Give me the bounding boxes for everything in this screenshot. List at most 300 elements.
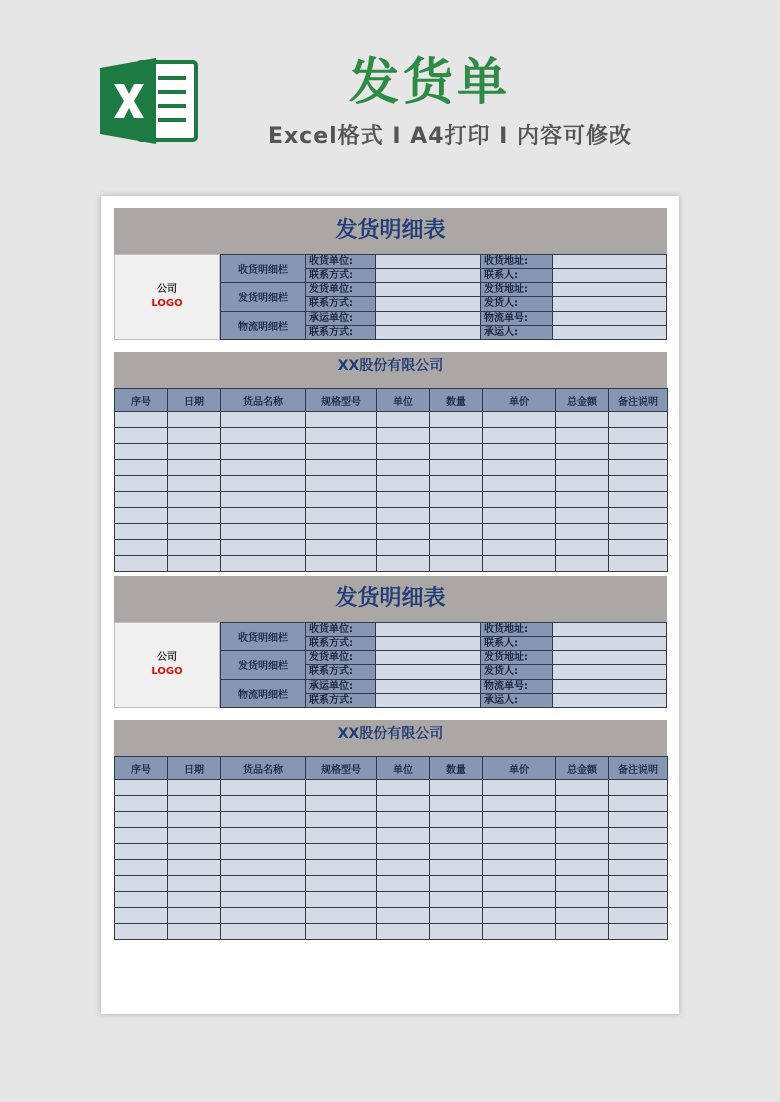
section-logistics: 物流明细栏 xyxy=(220,312,306,340)
info-label: 收货单位: xyxy=(306,622,376,637)
table-cell[interactable] xyxy=(168,860,221,876)
table-cell[interactable] xyxy=(168,508,221,524)
info-value-cell[interactable] xyxy=(376,312,481,326)
table-cell[interactable] xyxy=(483,556,556,572)
table-cell[interactable] xyxy=(483,444,556,460)
column-header: 规格型号 xyxy=(306,757,377,780)
table-cell[interactable] xyxy=(306,796,377,812)
table-cell[interactable] xyxy=(430,924,483,940)
table-cell[interactable] xyxy=(377,908,430,924)
table-cell[interactable] xyxy=(168,796,221,812)
table-cell[interactable] xyxy=(483,780,556,796)
table-cell[interactable] xyxy=(556,892,609,908)
table-cell[interactable] xyxy=(306,460,377,476)
table-cell[interactable] xyxy=(306,540,377,556)
table-row xyxy=(115,524,668,540)
table-cell[interactable] xyxy=(430,428,483,444)
info-value-cell[interactable] xyxy=(553,665,667,679)
table-row xyxy=(115,780,668,796)
table-cell[interactable] xyxy=(221,860,306,876)
info-value-cell[interactable] xyxy=(553,254,667,269)
section-receive: 收货明细栏 xyxy=(220,254,306,283)
table-cell[interactable] xyxy=(609,892,668,908)
info-label: 发货地址: xyxy=(481,651,553,665)
column-header: 单价 xyxy=(483,757,556,780)
column-header: 单价 xyxy=(483,389,556,412)
table-cell[interactable] xyxy=(556,812,609,828)
table-cell[interactable] xyxy=(221,876,306,892)
table-cell[interactable] xyxy=(221,476,306,492)
table-cell[interactable] xyxy=(556,508,609,524)
table-cell[interactable] xyxy=(430,524,483,540)
table-row xyxy=(115,460,668,476)
table-cell[interactable] xyxy=(115,844,168,860)
spacer xyxy=(114,340,667,352)
table-cell[interactable] xyxy=(168,780,221,796)
table-row xyxy=(115,828,668,844)
table-cell[interactable] xyxy=(377,492,430,508)
info-value-cell[interactable] xyxy=(376,694,481,708)
table-cell[interactable] xyxy=(115,876,168,892)
table-cell[interactable] xyxy=(556,460,609,476)
table-cell[interactable] xyxy=(609,556,668,572)
table-cell[interactable] xyxy=(609,476,668,492)
table-cell[interactable] xyxy=(556,908,609,924)
table-cell[interactable] xyxy=(430,556,483,572)
info-label: 发货单位: xyxy=(306,283,376,297)
logo-text-logo: LOGO xyxy=(151,298,183,309)
items-table xyxy=(114,756,668,940)
table-cell[interactable] xyxy=(377,460,430,476)
form-title: 发货明细表 xyxy=(114,576,667,622)
table-cell[interactable] xyxy=(115,492,168,508)
table-cell[interactable] xyxy=(168,828,221,844)
info-row xyxy=(306,622,667,637)
table-cell[interactable] xyxy=(221,924,306,940)
table-cell[interactable] xyxy=(483,428,556,444)
table-cell[interactable] xyxy=(221,492,306,508)
table-cell[interactable] xyxy=(306,844,377,860)
table-cell[interactable] xyxy=(115,892,168,908)
column-header: 备注说明 xyxy=(609,757,668,780)
info-label: 联系人: xyxy=(481,637,553,651)
column-header: 日期 xyxy=(168,389,221,412)
table-cell[interactable] xyxy=(115,860,168,876)
table-cell[interactable] xyxy=(221,844,306,860)
section-labels xyxy=(220,622,306,708)
table-cell[interactable] xyxy=(556,492,609,508)
table-cell[interactable] xyxy=(168,428,221,444)
info-label: 联系方式: xyxy=(306,269,376,283)
table-cell[interactable] xyxy=(115,780,168,796)
info-value-cell[interactable] xyxy=(376,297,481,311)
table-cell[interactable] xyxy=(168,444,221,460)
info-row xyxy=(306,254,667,269)
table-cell[interactable] xyxy=(168,540,221,556)
table-cell[interactable] xyxy=(430,876,483,892)
table-cell[interactable] xyxy=(430,412,483,428)
company-logo-placeholder xyxy=(114,622,220,708)
shipping-form-2 xyxy=(114,576,667,940)
table-cell[interactable] xyxy=(306,860,377,876)
info-value-cell[interactable] xyxy=(553,651,667,665)
info-label: 承运人: xyxy=(481,326,553,340)
table-cell[interactable] xyxy=(609,924,668,940)
table-cell[interactable] xyxy=(483,860,556,876)
table-cell[interactable] xyxy=(377,876,430,892)
table-cell[interactable] xyxy=(556,860,609,876)
info-label: 收货地址: xyxy=(481,254,553,269)
table-cell[interactable] xyxy=(377,428,430,444)
table-cell[interactable] xyxy=(306,556,377,572)
table-cell[interactable] xyxy=(221,428,306,444)
table-cell[interactable] xyxy=(221,828,306,844)
info-label: 物流单号: xyxy=(481,680,553,694)
info-value-cell[interactable] xyxy=(376,269,481,283)
table-cell[interactable] xyxy=(377,796,430,812)
table-cell[interactable] xyxy=(430,444,483,460)
section-logistics: 物流明细栏 xyxy=(220,680,306,708)
table-cell[interactable] xyxy=(609,796,668,812)
table-cell[interactable] xyxy=(115,524,168,540)
table-row xyxy=(115,844,668,860)
info-value-cell[interactable] xyxy=(553,312,667,326)
table-cell[interactable] xyxy=(168,844,221,860)
table-row xyxy=(115,492,668,508)
table-cell[interactable] xyxy=(556,876,609,892)
table-cell[interactable] xyxy=(115,812,168,828)
form-title: 发货明细表 xyxy=(114,208,667,254)
table-cell[interactable] xyxy=(115,476,168,492)
info-value-cell[interactable] xyxy=(553,269,667,283)
shipping-form-1 xyxy=(114,208,667,572)
column-header: 备注说明 xyxy=(609,389,668,412)
info-value-cell[interactable] xyxy=(376,283,481,297)
table-row xyxy=(115,412,668,428)
table-cell[interactable] xyxy=(306,812,377,828)
table-cell[interactable] xyxy=(556,540,609,556)
table-row xyxy=(115,924,668,940)
info-label: 收货地址: xyxy=(481,622,553,637)
table-header-row xyxy=(115,757,668,780)
info-value-cell[interactable] xyxy=(376,622,481,637)
info-block xyxy=(114,622,667,708)
table-cell[interactable] xyxy=(556,476,609,492)
table-cell[interactable] xyxy=(609,428,668,444)
table-cell[interactable] xyxy=(556,412,609,428)
table-cell[interactable] xyxy=(377,476,430,492)
info-label: 联系方式: xyxy=(306,297,376,311)
info-row xyxy=(306,283,667,297)
info-value-cell[interactable] xyxy=(553,283,667,297)
table-cell[interactable] xyxy=(221,812,306,828)
table-cell[interactable] xyxy=(115,540,168,556)
info-grid xyxy=(306,622,667,708)
info-row xyxy=(306,269,667,283)
info-row xyxy=(306,312,667,326)
table-cell[interactable] xyxy=(377,780,430,796)
company-name: XX股份有限公司 xyxy=(114,720,667,756)
table-cell[interactable] xyxy=(168,908,221,924)
info-label: 承运单位: xyxy=(306,312,376,326)
table-cell[interactable] xyxy=(483,412,556,428)
table-cell[interactable] xyxy=(609,492,668,508)
table-cell[interactable] xyxy=(556,524,609,540)
info-row xyxy=(306,637,667,651)
info-row xyxy=(306,326,667,340)
table-cell[interactable] xyxy=(609,908,668,924)
table-cell[interactable] xyxy=(168,460,221,476)
info-label: 联系方式: xyxy=(306,637,376,651)
column-header: 序号 xyxy=(115,389,168,412)
info-value-cell[interactable] xyxy=(376,651,481,665)
table-row xyxy=(115,428,668,444)
table-cell[interactable] xyxy=(115,412,168,428)
table-cell[interactable] xyxy=(430,892,483,908)
info-label: 发货人: xyxy=(481,297,553,311)
table-cell[interactable] xyxy=(221,780,306,796)
table-cell[interactable] xyxy=(483,492,556,508)
info-label: 联系人: xyxy=(481,269,553,283)
table-cell[interactable] xyxy=(306,892,377,908)
logo-text-company: 公司 xyxy=(157,284,177,295)
info-value-cell[interactable] xyxy=(376,637,481,651)
table-row xyxy=(115,908,668,924)
column-header: 货品名称 xyxy=(221,389,306,412)
company-logo-placeholder xyxy=(114,254,220,340)
table-cell[interactable] xyxy=(609,508,668,524)
table-row xyxy=(115,476,668,492)
table-cell[interactable] xyxy=(609,540,668,556)
table-cell[interactable] xyxy=(430,780,483,796)
table-cell[interactable] xyxy=(430,460,483,476)
table-cell[interactable] xyxy=(221,412,306,428)
table-cell[interactable] xyxy=(556,844,609,860)
table-cell[interactable] xyxy=(483,796,556,812)
table-cell[interactable] xyxy=(377,844,430,860)
table-cell[interactable] xyxy=(430,844,483,860)
table-row xyxy=(115,812,668,828)
table-cell[interactable] xyxy=(430,492,483,508)
table-cell[interactable] xyxy=(306,828,377,844)
table-cell[interactable] xyxy=(306,412,377,428)
table-cell[interactable] xyxy=(377,860,430,876)
table-cell[interactable] xyxy=(306,444,377,460)
table-cell[interactable] xyxy=(221,556,306,572)
info-label: 发货人: xyxy=(481,665,553,679)
table-cell[interactable] xyxy=(221,796,306,812)
table-cell[interactable] xyxy=(377,508,430,524)
table-cell[interactable] xyxy=(115,828,168,844)
table-cell[interactable] xyxy=(377,524,430,540)
table-cell[interactable] xyxy=(221,540,306,556)
table-cell[interactable] xyxy=(115,444,168,460)
table-cell[interactable] xyxy=(483,476,556,492)
table-cell[interactable] xyxy=(430,812,483,828)
table-cell[interactable] xyxy=(556,428,609,444)
table-cell[interactable] xyxy=(556,780,609,796)
table-cell[interactable] xyxy=(115,796,168,812)
table-cell[interactable] xyxy=(609,524,668,540)
table-cell[interactable] xyxy=(483,908,556,924)
table-cell[interactable] xyxy=(168,524,221,540)
table-cell[interactable] xyxy=(115,556,168,572)
table-cell[interactable] xyxy=(609,844,668,860)
table-cell[interactable] xyxy=(168,924,221,940)
info-label: 收货单位: xyxy=(306,254,376,269)
table-cell[interactable] xyxy=(377,892,430,908)
info-row xyxy=(306,694,667,708)
info-label: 联系方式: xyxy=(306,326,376,340)
table-row xyxy=(115,892,668,908)
info-value-cell[interactable] xyxy=(553,637,667,651)
table-cell[interactable] xyxy=(115,908,168,924)
info-value-cell[interactable] xyxy=(553,622,667,637)
table-cell[interactable] xyxy=(483,524,556,540)
table-cell[interactable] xyxy=(168,812,221,828)
info-label: 发货地址: xyxy=(481,283,553,297)
table-cell[interactable] xyxy=(168,412,221,428)
table-cell[interactable] xyxy=(556,924,609,940)
table-cell[interactable] xyxy=(377,556,430,572)
table-cell[interactable] xyxy=(115,924,168,940)
info-value-cell[interactable] xyxy=(376,254,481,269)
table-cell[interactable] xyxy=(483,892,556,908)
table-cell[interactable] xyxy=(306,476,377,492)
column-header: 日期 xyxy=(168,757,221,780)
info-label: 承运人: xyxy=(481,694,553,708)
company-name: XX股份有限公司 xyxy=(114,352,667,388)
column-header: 单位 xyxy=(377,389,430,412)
column-header: 数量 xyxy=(430,757,483,780)
table-cell[interactable] xyxy=(306,492,377,508)
info-label: 发货单位: xyxy=(306,651,376,665)
table-row xyxy=(115,556,668,572)
table-cell[interactable] xyxy=(483,540,556,556)
table-row xyxy=(115,444,668,460)
table-cell[interactable] xyxy=(377,540,430,556)
table-cell[interactable] xyxy=(609,860,668,876)
table-cell[interactable] xyxy=(556,828,609,844)
logo-text-company: 公司 xyxy=(157,652,177,663)
table-cell[interactable] xyxy=(377,412,430,428)
table-cell[interactable] xyxy=(430,476,483,492)
table-cell[interactable] xyxy=(609,460,668,476)
info-row xyxy=(306,680,667,694)
info-value-cell[interactable] xyxy=(376,665,481,679)
table-cell[interactable] xyxy=(430,908,483,924)
table-cell[interactable] xyxy=(556,556,609,572)
table-cell[interactable] xyxy=(556,796,609,812)
table-cell[interactable] xyxy=(483,812,556,828)
table-cell[interactable] xyxy=(306,428,377,444)
table-cell[interactable] xyxy=(609,812,668,828)
info-value-cell[interactable] xyxy=(553,326,667,340)
table-cell[interactable] xyxy=(221,892,306,908)
table-cell[interactable] xyxy=(483,508,556,524)
table-cell[interactable] xyxy=(306,908,377,924)
column-header: 单位 xyxy=(377,757,430,780)
info-row xyxy=(306,665,667,679)
table-cell[interactable] xyxy=(221,524,306,540)
table-cell[interactable] xyxy=(168,876,221,892)
info-value-cell[interactable] xyxy=(553,680,667,694)
table-cell[interactable] xyxy=(556,444,609,460)
table-cell[interactable] xyxy=(483,828,556,844)
table-cell[interactable] xyxy=(115,460,168,476)
table-cell[interactable] xyxy=(168,556,221,572)
table-cell[interactable] xyxy=(221,908,306,924)
section-receive: 收货明细栏 xyxy=(220,622,306,651)
table-cell[interactable] xyxy=(609,876,668,892)
table-cell[interactable] xyxy=(609,780,668,796)
column-header: 规格型号 xyxy=(306,389,377,412)
table-cell[interactable] xyxy=(306,508,377,524)
table-cell[interactable] xyxy=(430,828,483,844)
table-cell[interactable] xyxy=(483,460,556,476)
info-label: 联系方式: xyxy=(306,694,376,708)
table-cell[interactable] xyxy=(483,844,556,860)
table-cell[interactable] xyxy=(377,812,430,828)
table-cell[interactable] xyxy=(168,476,221,492)
table-cell[interactable] xyxy=(609,412,668,428)
table-cell[interactable] xyxy=(430,796,483,812)
table-row xyxy=(115,876,668,892)
section-labels xyxy=(220,254,306,340)
table-cell[interactable] xyxy=(430,508,483,524)
table-cell[interactable] xyxy=(377,828,430,844)
table-cell[interactable] xyxy=(115,508,168,524)
table-cell[interactable] xyxy=(221,444,306,460)
table-cell[interactable] xyxy=(483,924,556,940)
table-cell[interactable] xyxy=(306,876,377,892)
table-cell[interactable] xyxy=(377,444,430,460)
table-row xyxy=(115,540,668,556)
column-header: 总金额 xyxy=(556,389,609,412)
logo-text-logo: LOGO xyxy=(151,666,183,677)
table-cell[interactable] xyxy=(221,460,306,476)
table-cell[interactable] xyxy=(483,876,556,892)
table-cell[interactable] xyxy=(377,924,430,940)
table-header-row xyxy=(115,389,668,412)
items-table xyxy=(114,388,668,572)
table-row xyxy=(115,508,668,524)
info-value-cell[interactable] xyxy=(553,297,667,311)
table-cell[interactable] xyxy=(221,508,306,524)
info-grid xyxy=(306,254,667,340)
info-value-cell[interactable] xyxy=(553,694,667,708)
table-cell[interactable] xyxy=(168,892,221,908)
table-cell[interactable] xyxy=(306,524,377,540)
column-header: 数量 xyxy=(430,389,483,412)
info-row xyxy=(306,297,667,311)
column-header: 总金额 xyxy=(556,757,609,780)
info-value-cell[interactable] xyxy=(376,680,481,694)
table-cell[interactable] xyxy=(609,444,668,460)
spacer xyxy=(114,708,667,720)
table-cell[interactable] xyxy=(430,860,483,876)
table-cell[interactable] xyxy=(306,924,377,940)
table-cell[interactable] xyxy=(609,828,668,844)
table-row xyxy=(115,796,668,812)
info-value-cell[interactable] xyxy=(376,326,481,340)
table-cell[interactable] xyxy=(168,492,221,508)
table-cell[interactable] xyxy=(115,428,168,444)
info-row xyxy=(306,651,667,665)
document-subtitle: Excel格式 I A4打印 I 内容可修改 xyxy=(267,124,633,149)
table-cell[interactable] xyxy=(306,780,377,796)
table-cell[interactable] xyxy=(430,540,483,556)
